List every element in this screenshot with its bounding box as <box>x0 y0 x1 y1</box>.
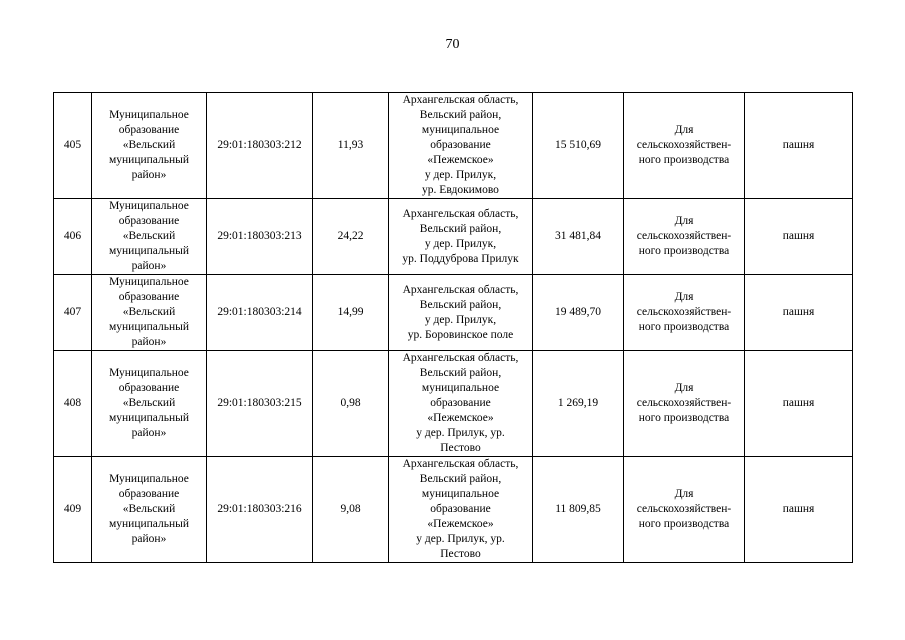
row-number: 408 <box>54 351 92 457</box>
area-cell: 0,98 <box>313 351 389 457</box>
purpose-cell: Для сельскохозяйствен- ного производства <box>624 351 745 457</box>
area-cell: 14,99 <box>313 275 389 351</box>
owner-cell: Муниципальное образование «Вельский муниципальный район» <box>92 93 207 199</box>
land-type-cell: пашня <box>745 275 853 351</box>
page-number: 70 <box>445 37 460 52</box>
owner-cell: Муниципальное образование «Вельский муниципальный район» <box>92 457 207 563</box>
table-row <box>54 275 853 351</box>
area-cell: 9,08 <box>313 457 389 563</box>
purpose-cell: Для сельскохозяйствен- ного производства <box>624 199 745 275</box>
address-cell: Архангельская область, Вельский район, муниципальное образование «Пежемское» у дер. Прилук, ур. Пестово <box>389 351 533 457</box>
table-row <box>54 351 853 457</box>
cadastral-number: 29:01:180303:214 <box>207 275 313 351</box>
cadastral-number: 29:01:180303:213 <box>207 199 313 275</box>
value-cell: 31 481,84 <box>533 199 624 275</box>
address-cell: Архангельская область, Вельский район, у дер. Прилук, ур. Поддуброва Прилук <box>389 199 533 275</box>
area-cell: 24,22 <box>313 199 389 275</box>
value-cell: 1 269,19 <box>533 351 624 457</box>
row-number: 409 <box>54 457 92 563</box>
land-type-cell: пашня <box>745 93 853 199</box>
cadastral-number: 29:01:180303:216 <box>207 457 313 563</box>
value-cell: 19 489,70 <box>533 275 624 351</box>
purpose-cell: Для сельскохозяйствен- ного производства <box>624 93 745 199</box>
cadastral-number: 29:01:180303:215 <box>207 351 313 457</box>
row-number: 405 <box>54 93 92 199</box>
owner-cell: Муниципальное образование «Вельский муниципальный район» <box>92 199 207 275</box>
land-type-cell: пашня <box>745 199 853 275</box>
owner-cell: Муниципальное образование «Вельский муниципальный район» <box>92 275 207 351</box>
owner-cell: Муниципальное образование «Вельский муниципальный район» <box>92 351 207 457</box>
cadastral-number: 29:01:180303:212 <box>207 93 313 199</box>
address-cell: Архангельская область, Вельский район, у дер. Прилук, ур. Боровинское поле <box>389 275 533 351</box>
area-cell: 11,93 <box>313 93 389 199</box>
table-row <box>54 199 853 275</box>
table-row <box>54 93 853 199</box>
address-cell: Архангельская область, Вельский район, муниципальное образование «Пежемское» у дер. Прилук, ур. Евдокимово <box>389 93 533 199</box>
row-number: 406 <box>54 199 92 275</box>
land-type-cell: пашня <box>745 351 853 457</box>
land-type-cell: пашня <box>745 457 853 563</box>
row-number: 407 <box>54 275 92 351</box>
purpose-cell: Для сельскохозяйствен- ного производства <box>624 457 745 563</box>
value-cell: 15 510,69 <box>533 93 624 199</box>
value-cell: 11 809,85 <box>533 457 624 563</box>
address-cell: Архангельская область, Вельский район, муниципальное образование «Пежемское» у дер. Прилук, ур. Пестово <box>389 457 533 563</box>
table-row <box>54 457 853 563</box>
purpose-cell: Для сельскохозяйствен- ного производства <box>624 275 745 351</box>
land-plots-table <box>53 92 853 563</box>
